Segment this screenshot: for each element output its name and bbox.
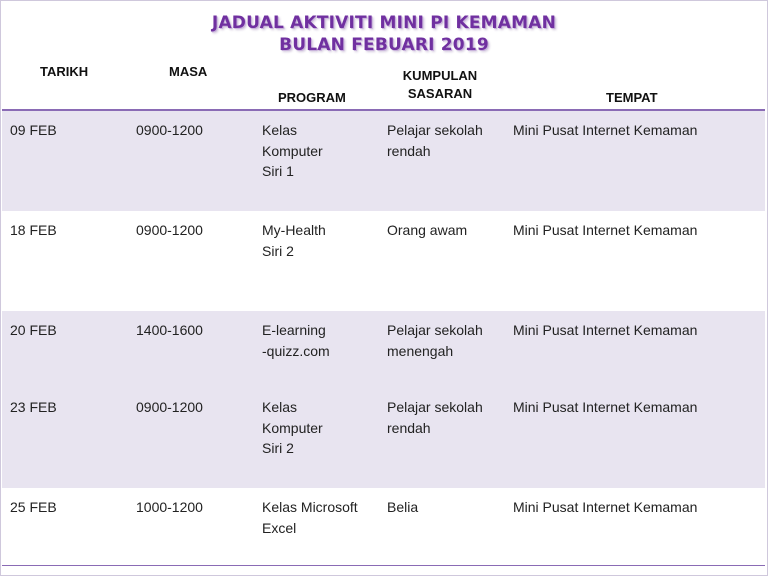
header-kumpulan-line-2: SASARAN <box>407 86 473 101</box>
cell-tempat: Mini Pusat Internet Kemaman <box>513 399 698 415</box>
cell-sasaran-line: Orang awam <box>387 222 468 238</box>
cell-masa: 1400-1600 <box>136 322 203 338</box>
cell-sasaran-line: rendah <box>387 419 431 436</box>
cell-sasaran-line: Pelajar sekolah <box>387 399 483 415</box>
cell-program-line: E-learning <box>262 322 326 338</box>
cell-program-line: Kelas <box>262 122 298 138</box>
cell-sasaran <box>387 497 505 518</box>
table-row <box>2 388 765 488</box>
cell-program-line: Excel <box>262 519 297 536</box>
cell-tarikh: 20 FEB <box>10 322 57 338</box>
cell-sasaran-line: Belia <box>387 499 419 515</box>
cell-program-line: Komputer <box>262 142 323 159</box>
cell-program <box>262 220 380 261</box>
table-row <box>2 211 765 311</box>
header-kumpulan-line-1: KUMPULAN <box>402 68 478 83</box>
cell-program-line: Siri 2 <box>262 242 294 259</box>
header-masa: MASA <box>169 64 208 79</box>
cell-tarikh: 23 FEB <box>10 399 57 415</box>
cell-program <box>262 320 380 361</box>
cell-masa: 0900-1200 <box>136 222 203 238</box>
cell-sasaran-line: menengah <box>387 342 454 359</box>
cell-program-line: Komputer <box>262 419 323 436</box>
header-program: PROGRAM <box>278 90 346 105</box>
cell-tarikh: 25 FEB <box>10 499 57 515</box>
cell-sasaran <box>387 320 505 361</box>
cell-tempat: Mini Pusat Internet Kemaman <box>513 222 698 238</box>
cell-program-line: Kelas <box>262 399 298 415</box>
cell-program-line: Kelas Microsoft <box>262 499 358 515</box>
page-title <box>0 12 768 56</box>
table-row <box>2 311 765 388</box>
header-tempat: TEMPAT <box>606 90 658 105</box>
title-line-2: BULAN FEBUARI 2019 <box>279 35 489 55</box>
cell-tempat: Mini Pusat Internet Kemaman <box>513 499 698 515</box>
cell-masa: 1000-1200 <box>136 499 203 515</box>
cell-program <box>262 497 380 538</box>
cell-program-line: Siri 2 <box>262 440 294 456</box>
cell-program <box>262 120 380 182</box>
cell-tempat: Mini Pusat Internet Kemaman <box>513 322 698 338</box>
cell-program <box>262 397 380 459</box>
cell-tempat: Mini Pusat Internet Kemaman <box>513 122 698 138</box>
cell-masa: 0900-1200 <box>136 122 203 138</box>
cell-sasaran <box>387 397 505 438</box>
cell-sasaran <box>387 120 505 161</box>
cell-program-line: -quizz.com <box>262 342 330 359</box>
table-row <box>2 488 765 565</box>
header-tarikh: TARIKH <box>40 64 89 79</box>
table-row <box>2 111 765 211</box>
cell-program-line: My-Health <box>262 222 326 238</box>
cell-masa: 0900-1200 <box>136 399 203 415</box>
cell-sasaran-line: Pelajar sekolah <box>387 322 483 338</box>
table-bottom-border <box>2 565 765 566</box>
title-line-1: JADUAL AKTIVITI MINI PI KEMAMAN <box>211 13 557 33</box>
cell-program-line: Siri 1 <box>262 163 294 179</box>
header-kumpulan-sasaran <box>392 67 488 103</box>
cell-sasaran-line: rendah <box>387 142 431 159</box>
cell-sasaran <box>387 220 505 241</box>
cell-tarikh: 18 FEB <box>10 222 57 238</box>
cell-tarikh: 09 FEB <box>10 122 57 138</box>
cell-sasaran-line: Pelajar sekolah <box>387 122 483 138</box>
